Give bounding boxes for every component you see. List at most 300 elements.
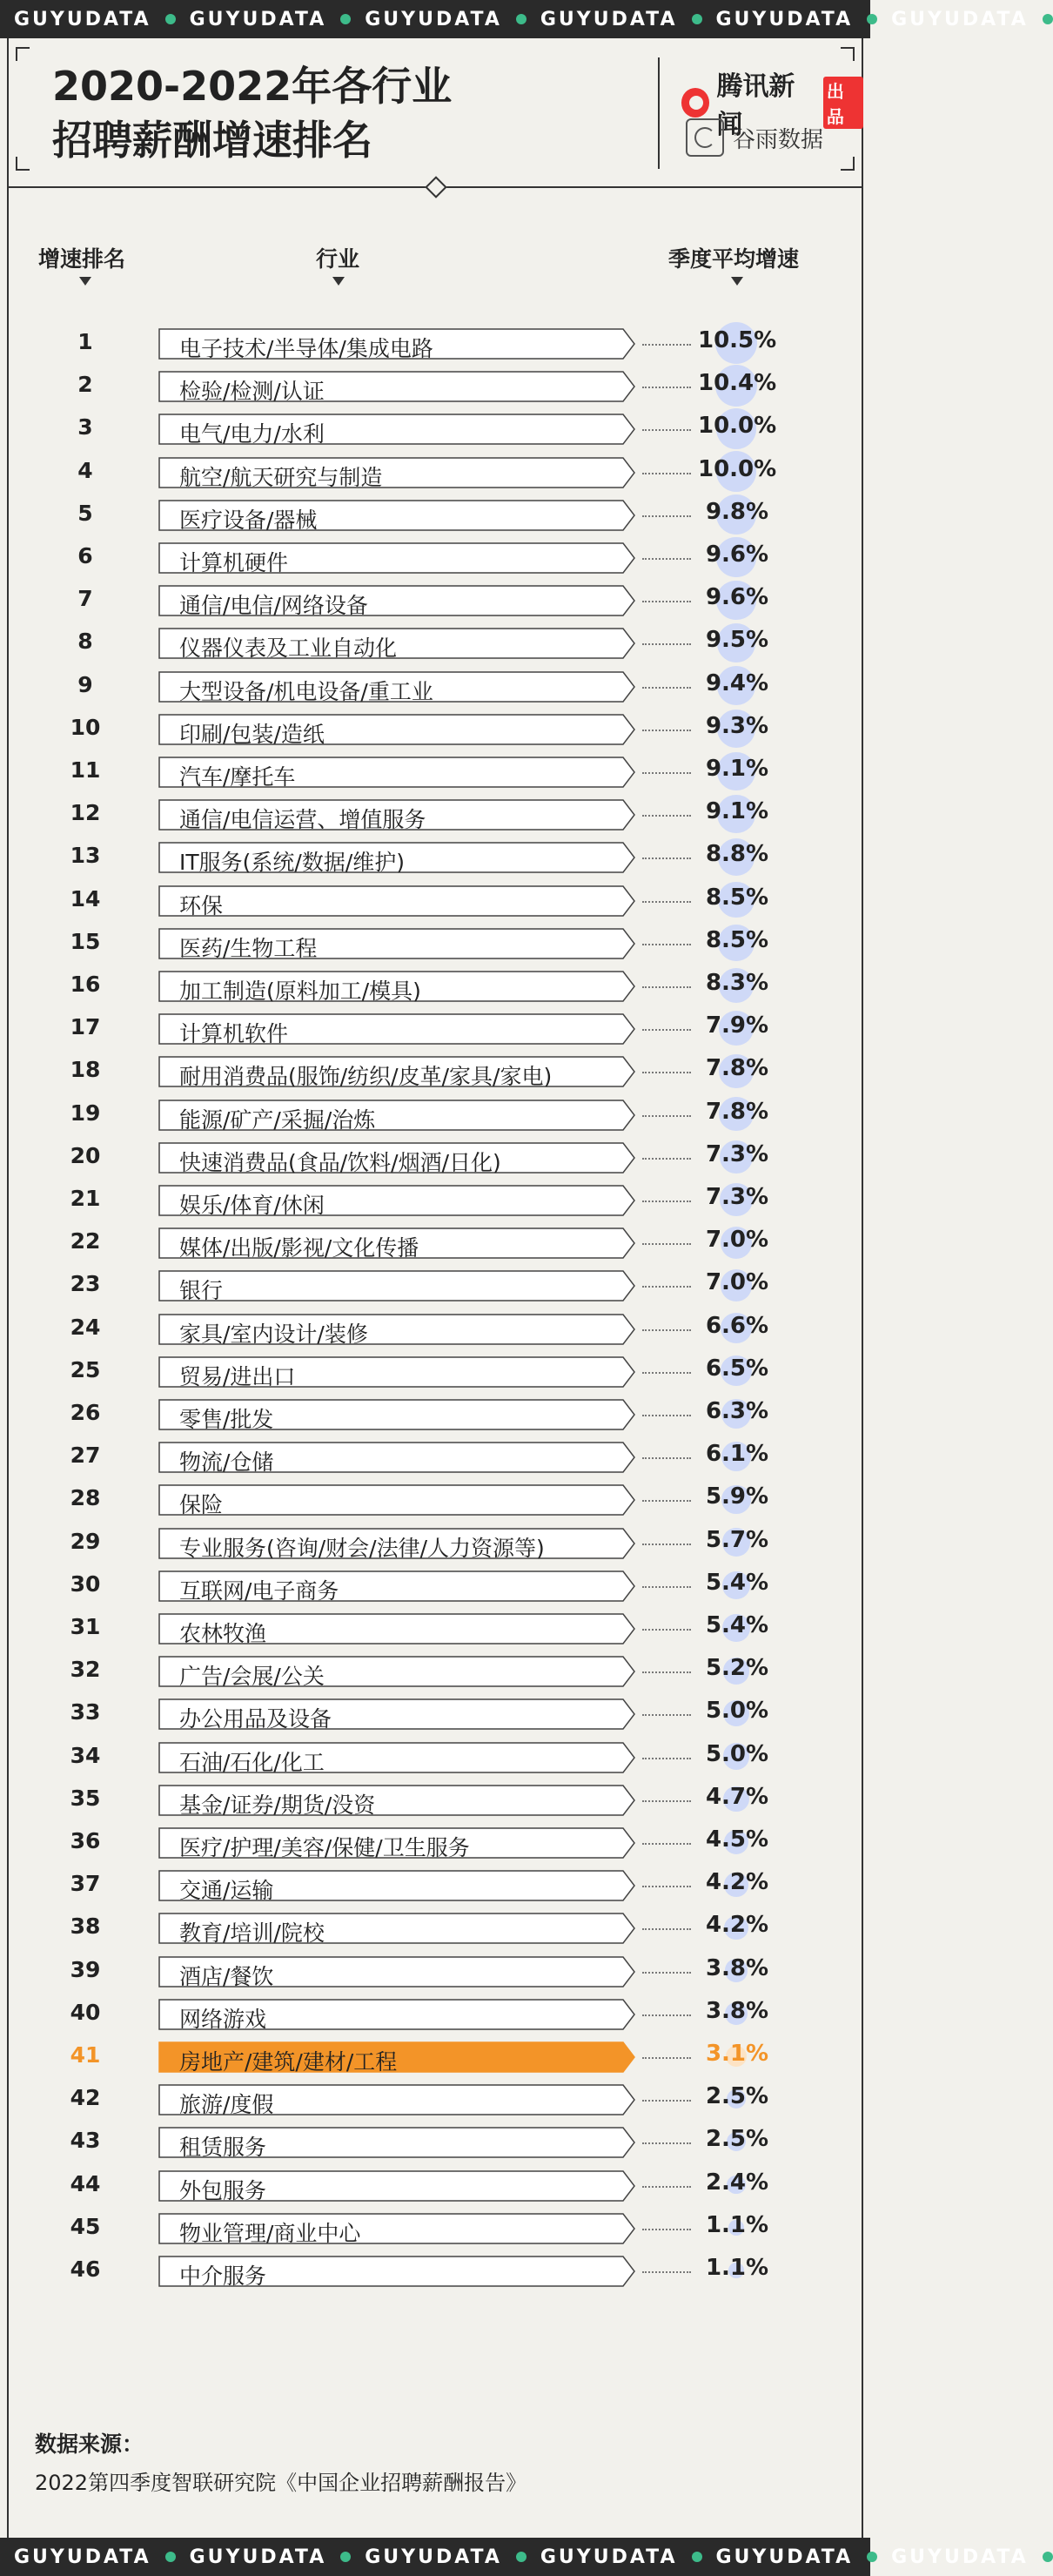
growth-value: 4.7% [705,1783,769,1810]
brand-strip-text: GUYUDATA [715,8,854,30]
industry-label: 租赁服务 [179,2135,267,2161]
industry-bar [158,2256,635,2287]
rank-number: 2 [77,372,93,398]
growth-value: 5.0% [705,1698,769,1725]
chart-row [0,1950,870,1993]
industry-label: 耐用消费品(服饰/纺织/皮革/家具/家电) [179,1064,553,1090]
industry-bar [158,1185,635,1216]
industry-bar [158,2084,635,2118]
tencent-news-tag: 出品 [823,77,863,129]
chart-row [0,879,870,922]
rank-number: 20 [70,1142,101,1168]
title-line-1: 2020-2022年各行业 [52,63,453,110]
chart-row [0,1350,870,1393]
industry-bar [158,1742,635,1773]
growth-value: 6.1% [705,1441,769,1468]
rank-number: 27 [70,1443,101,1469]
rank-number: 32 [70,1657,101,1683]
brand-strip-text: GUYUDATA [189,8,327,30]
header-divider [658,57,660,169]
rank-number: 24 [70,1314,101,1340]
industry-label: 保险 [179,1492,224,1518]
green-dot-icon [1043,2552,1053,2562]
industry-label: 加工制造(原料加工/模具) [179,979,421,1004]
growth-value: 7.8% [705,1098,769,1125]
chart-row [0,1436,870,1478]
industry-bar [158,1314,635,1345]
leader-dots [642,1800,691,1802]
leader-dots [642,1029,691,1031]
industry-bar [158,585,635,619]
rank-number: 3 [77,414,93,441]
industry-bar [158,628,635,662]
industry-label: 通信/电信运营、增值服务 [179,807,426,833]
corner-mark [16,157,30,171]
industry-label: 快速消费品(食品/饮料/烟酒/日化) [179,1149,501,1175]
green-dot-icon [692,2552,702,2562]
growth-value: 4.2% [705,1912,769,1939]
growth-value: 4.2% [705,1869,769,1896]
growth-value: 5.0% [705,1740,769,1767]
growth-value: 8.5% [705,884,769,911]
industry-label: IT服务(系统/数据/维护) [179,850,405,876]
industry-bar [158,1442,635,1476]
industry-label: 银行 [179,1278,224,1304]
industry-label: 电子技术/半导体/集成电路 [179,336,433,361]
leader-dots [642,815,691,817]
industry-bar [158,2170,635,2202]
industry-label: 家具/室内设计/装修 [179,1321,368,1347]
leader-dots [642,901,691,903]
chart-row [0,1007,870,1050]
chart-row [0,1736,870,1779]
industry-bar [158,799,635,831]
industry-label: 医疗/护理/美容/保健/卫生服务 [179,1835,470,1860]
leader-dots [642,1629,691,1631]
chart-row [0,750,870,793]
leader-dots [642,2100,691,2102]
rank-number: 1 [77,329,93,354]
growth-value: 5.2% [705,1655,769,1682]
industry-label: 中介服务 [179,2263,267,2289]
growth-value: 7.8% [705,1055,769,1082]
leader-dots [642,1115,691,1117]
leader-dots [642,344,691,346]
rank-number: 41 [70,2042,101,2068]
chart-row [0,451,870,494]
leader-dots [642,1758,691,1759]
chart-row [0,665,870,708]
industry-bar [158,1913,635,1947]
industry-label: 媒体/出版/影视/文化传播 [179,1235,419,1261]
growth-value: 5.9% [705,1483,769,1510]
chart-row [0,1093,870,1136]
brand-strip-text: GUYUDATA [14,8,151,30]
leader-dots [642,515,691,517]
chart-row [0,1650,870,1692]
rank-number: 22 [70,1228,101,1254]
rank-number: 23 [70,1271,101,1297]
chart-row [0,1221,870,1264]
industry-label: 检验/检测/认证 [179,379,325,405]
industry-bar [158,1613,635,1644]
green-dot-icon [516,2552,526,2562]
leader-dots [642,2057,691,2059]
industry-bar [158,457,635,488]
leader-dots [642,558,691,560]
rank-number: 30 [70,1570,101,1597]
industry-bar [158,842,635,876]
chart-row [0,2250,870,2292]
brand-strip-text: GUYUDATA [365,2546,502,2568]
chart-row [0,1993,870,2035]
industry-label: 贸易/进出口 [179,1363,296,1389]
tencent-news-icon [681,88,709,118]
rank-number: 11 [70,757,101,783]
sort-arrow-icon [731,277,743,286]
growth-value: 7.3% [705,1184,769,1210]
industry-label: 计算机软件 [179,1021,289,1047]
corner-mark [16,47,30,61]
industry-bar [158,500,635,531]
leader-dots [642,1586,691,1588]
growth-value: 7.0% [705,1269,769,1296]
industry-bar [158,542,635,574]
leader-dots [642,387,691,388]
growth-value: 8.3% [705,970,769,996]
chart-row [0,1179,870,1221]
industry-bar [158,1956,635,1987]
industry-bar [158,2041,635,2073]
green-dot-icon [692,14,702,24]
industry-bar [158,371,635,405]
industry-bar [158,2127,635,2161]
industry-label: 教育/培训/院校 [179,1920,325,1947]
leader-dots [642,1372,691,1374]
growth-value: 6.3% [705,1398,769,1424]
chart-row [0,1050,870,1093]
rank-number: 29 [70,1528,101,1554]
chart-row [0,708,870,750]
industry-label: 交通/运输 [179,1878,274,1904]
leader-dots [642,1201,691,1202]
rank-number: 4 [77,457,93,483]
industry-label: 专业服务(咨询/财会/法律/人力资源等) [179,1535,545,1561]
rank-number: 35 [70,1785,101,1811]
rank-number: 18 [70,1057,101,1083]
industry-bar [158,885,635,917]
rank-number: 46 [70,2257,101,2282]
chart-row [0,965,870,1007]
rank-number: 16 [70,972,101,997]
chart-row [0,536,870,579]
guyu-data-logo [686,118,823,157]
growth-value: 2.5% [705,2083,769,2110]
industry-bar [158,671,635,703]
brand-strip-text: GUYUDATA [189,2546,327,2568]
bar-shape [158,1484,635,1516]
growth-value: 10.0% [698,455,777,482]
growth-value: 9.6% [705,541,769,568]
rank-number: 7 [77,586,93,612]
guyu-data-text: 谷雨数据 [733,126,824,153]
leader-dots [642,772,691,774]
chart-row [0,1907,870,1949]
leader-dots [642,1457,691,1459]
leader-dots [642,2142,691,2144]
industry-bar [158,1142,635,1174]
growth-value: 2.4% [705,2169,769,2196]
industry-label: 通信/电信/网络设备 [179,593,368,619]
rank-number: 13 [70,843,101,869]
brand-strip-bottom [0,2538,1029,2576]
rank-number: 39 [70,1956,101,1982]
industry-label: 医疗设备/器械 [179,507,318,533]
bar-shape [158,1270,635,1301]
growth-value: 3.8% [705,1954,769,1981]
growth-value: 7.0% [705,1227,769,1254]
chart-row [0,1308,870,1350]
industry-bar [158,928,635,959]
industry-bar [158,1484,635,1516]
growth-value: 9.1% [705,798,769,825]
growth-value: 7.3% [705,1140,769,1167]
leader-dots [642,1072,691,1073]
rank-number: 21 [70,1186,101,1211]
chart-row [0,922,870,965]
industry-bar [158,1999,635,2030]
chart-row [0,1564,870,1607]
industry-bar [158,1570,635,1602]
industry-label: 石油/石化/化工 [179,1749,325,1775]
chart-row [0,2035,870,2078]
industry-label: 旅游/度假 [179,2092,274,2118]
brand-strip-text: GUYUDATA [540,2546,678,2568]
leader-dots [642,1158,691,1160]
industry-label: 娱乐/体育/休闲 [179,1193,325,1218]
chart-row [0,2121,870,2163]
leader-dots [642,1843,691,1845]
leader-dots [642,858,691,859]
industry-label: 电气/电力/水利 [179,421,325,447]
industry-bar [158,1785,635,1816]
bar-shape [158,885,635,917]
chart-row [0,1821,870,1864]
industry-label: 广告/会展/公关 [179,1664,325,1690]
green-dot-icon [1043,14,1053,24]
leader-dots [642,1500,691,1502]
page-title [52,59,452,167]
brand-strip-top [0,0,1029,38]
leader-dots [642,643,691,645]
chart-row [0,1607,870,1650]
green-dot-icon [165,14,176,24]
rank-number: 31 [70,1614,101,1639]
industry-label: 汽车/摩托车 [179,764,296,790]
industry-bar [158,971,635,1002]
industry-bar [158,1270,635,1304]
column-header-industry: 行业 [316,246,360,272]
leader-dots [642,2271,691,2273]
chart-row [0,2207,870,2250]
green-dot-icon [867,2552,877,2562]
growth-value: 5.4% [705,1612,769,1638]
industry-label: 大型设备/机电设备/重工业 [179,678,433,704]
industry-bar [158,2213,635,2244]
leader-dots [642,986,691,988]
industry-label: 环保 [179,892,224,918]
industry-label: 航空/航天研究与制造 [179,464,383,490]
industry-bar [158,1013,635,1045]
corner-mark [841,47,855,61]
green-dot-icon [516,14,526,24]
industry-bar [158,1528,635,1559]
chart-row [0,494,870,536]
green-dot-icon [340,2552,351,2562]
rank-number: 25 [70,1356,101,1382]
growth-value: 1.1% [705,2211,769,2238]
brand-strip-text: GUYUDATA [14,2546,151,2568]
chart-row [0,322,870,365]
rank-number: 42 [70,2085,101,2111]
rank-number: 9 [77,671,93,697]
rank-number: 43 [70,2128,101,2154]
industry-label: 零售/批发 [179,1407,274,1432]
rank-number: 45 [70,2213,101,2239]
industry-label: 仪器仪表及工业自动化 [179,636,398,662]
leader-dots [642,2229,691,2230]
chart-row [0,793,870,836]
growth-value: 8.5% [705,926,769,953]
rank-number: 12 [70,800,101,826]
tencent-news-text: 腾讯新闻 [716,71,795,140]
title-line-2: 招聘薪酬增速排名 [52,117,372,164]
column-header-rank: 增速排名 [38,246,126,272]
industry-bar [158,1399,635,1430]
growth-value: 9.8% [705,498,769,525]
leader-dots [642,2014,691,2016]
industry-bar [158,757,635,788]
chart-row [0,1864,870,1907]
industry-label: 房地产/建筑/建材/工程 [179,2049,398,2075]
industry-bar [158,1698,635,1730]
growth-value: 5.7% [705,1526,769,1553]
chart-row [0,836,870,878]
chart-row [0,622,870,664]
industry-label: 互联网/电子商务 [179,1577,339,1604]
chart-row [0,1264,870,1307]
growth-value: 9.4% [705,669,769,696]
leader-dots [642,1886,691,1887]
industry-label: 物流/仓储 [179,1449,274,1476]
brand-strip-text: GUYUDATA [891,8,1029,30]
rank-number: 15 [70,928,101,954]
chart-row [0,1522,870,1564]
chart-row [0,1692,870,1735]
leader-dots [642,1415,691,1416]
rank-number: 26 [70,1400,101,1425]
rank-number: 40 [70,1999,101,2025]
industry-bar [158,714,635,745]
chart-row [0,579,870,622]
source-text: 2022第四季度智联研究院《中国企业招聘薪酬报告》 [35,2471,527,2495]
rank-number: 38 [70,1914,101,1940]
header [7,38,863,186]
leader-dots [642,1286,691,1288]
industry-bar [158,328,635,360]
corner-mark [841,157,855,171]
industry-bar [158,1870,635,1904]
industry-label: 办公用品及设备 [179,1706,332,1732]
leader-dots [642,1714,691,1716]
rank-number: 6 [77,543,93,568]
leader-dots [642,730,691,731]
industry-bar [158,1100,635,1131]
industry-bar [158,1827,635,1859]
rank-number: 5 [77,500,93,526]
source-label: 数据来源： [35,2431,144,2457]
leader-dots [642,473,691,474]
leader-dots [642,1544,691,1545]
industry-label: 物业管理/商业中心 [179,2220,361,2246]
growth-value: 10.0% [698,413,777,440]
rank-number: 17 [70,1014,101,1040]
column-header-growth: 季度平均增速 [668,246,800,272]
rank-number: 36 [70,1828,101,1853]
industry-bar [158,1356,635,1388]
industry-label: 酒店/餐饮 [179,1963,274,1989]
chart-row [0,2078,870,2121]
leader-dots [642,944,691,945]
rank-number: 34 [70,1742,101,1768]
leader-dots [642,2186,691,2188]
growth-value: 6.6% [705,1312,769,1339]
guyu-seal-icon [686,118,724,157]
growth-value: 9.6% [705,584,769,611]
growth-value: 1.1% [705,2255,769,2281]
industry-bar [158,1227,635,1259]
chart-row [0,1478,870,1521]
leader-dots [642,1671,691,1673]
growth-value: 3.1% [705,2041,769,2067]
chart-row [0,407,870,450]
brand-strip-text: GUYUDATA [365,8,502,30]
sort-arrow-icon [332,277,345,286]
industry-label: 农林牧渔 [179,1621,267,1646]
industry-bar [158,414,635,445]
rank-number: 14 [70,885,101,911]
growth-value: 8.8% [705,841,769,868]
chart-row [0,1393,870,1436]
rank-number: 28 [70,1485,101,1511]
green-dot-icon [867,14,877,24]
leader-dots [642,1928,691,1930]
sort-arrow-icon [79,277,91,286]
leader-dots [642,1972,691,1974]
rank-number: 33 [70,1699,101,1725]
rank-number: 19 [70,1100,101,1126]
rank-number: 8 [77,629,93,655]
growth-value: 3.8% [705,1997,769,2024]
industry-label: 印刷/包装/造纸 [179,721,325,747]
industry-label: 网络游戏 [179,2006,267,2032]
industry-label: 医药/生物工程 [179,935,318,961]
leader-dots [642,1243,691,1245]
green-dot-icon [340,14,351,24]
rank-number: 44 [70,2170,101,2196]
industry-label: 计算机硬件 [179,550,289,575]
chart-row [0,1136,870,1179]
